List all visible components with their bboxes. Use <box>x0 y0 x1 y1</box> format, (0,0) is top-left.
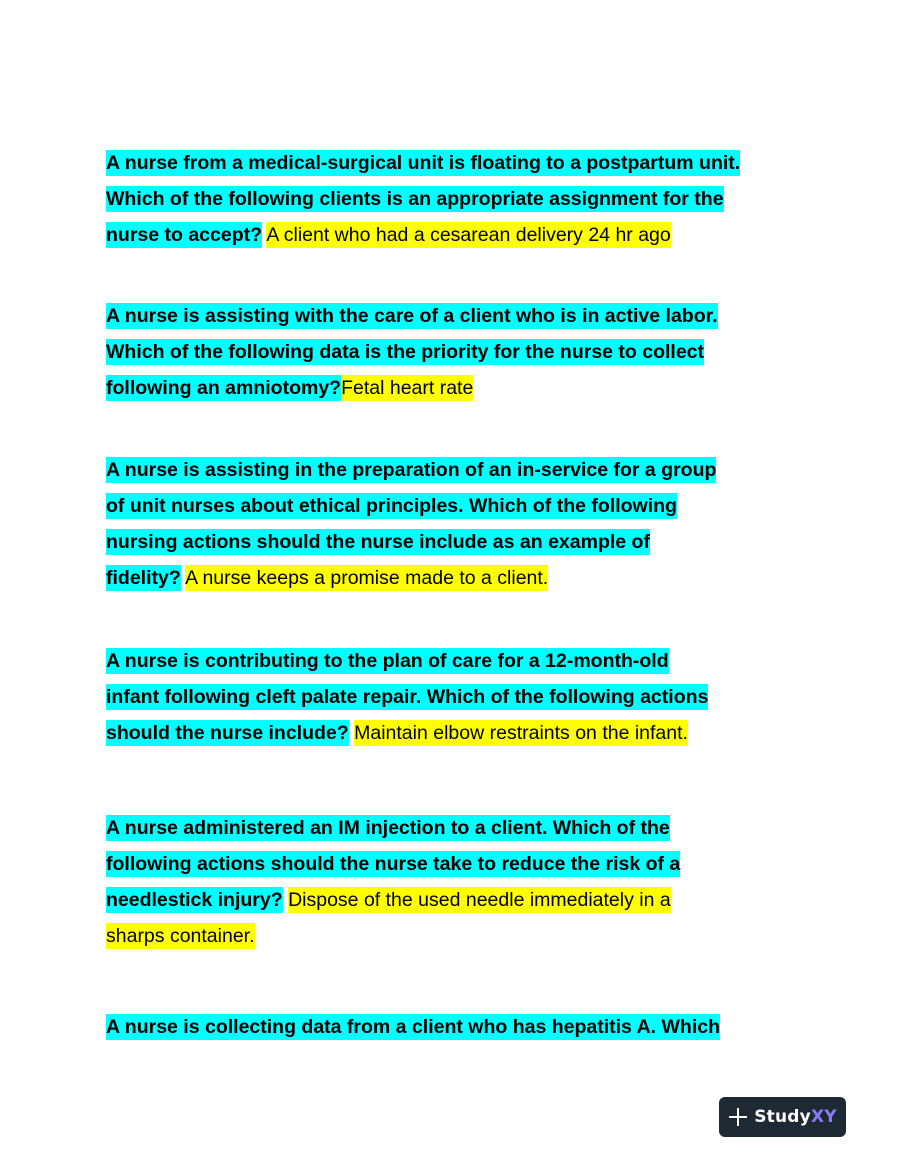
qa-line <box>106 217 796 253</box>
question-text: A nurse from a medical-surgical unit is floating to a postpartum unit. <box>106 152 741 174</box>
question-text: should the nurse include? <box>106 722 349 744</box>
question-text: nurse to accept? <box>106 224 263 246</box>
qa-line <box>106 334 796 370</box>
question-text: A nurse is assisting with the care of a client who is in active labor. <box>106 305 718 327</box>
answer-text: Fetal heart rate <box>341 377 474 399</box>
question-text: of unit nurses about ethical principles. Which of the following <box>106 495 677 517</box>
question-text: A nurse is contributing to the plan of care for a 12-month-old <box>106 650 669 672</box>
qa-item <box>106 145 796 253</box>
brand-name-accent: XY <box>810 1107 837 1127</box>
question-text: following an amniotomy? <box>106 377 342 399</box>
brand-name-main: Study <box>754 1107 811 1127</box>
question-text: A nurse administered an IM injection to a client. Which of the <box>106 817 670 839</box>
question-text: infant following cleft palate repair. Which of the following actions <box>106 686 709 708</box>
qa-item <box>106 298 796 406</box>
answer-text: Dispose of the used needle immediately in a <box>288 889 671 911</box>
qa-line <box>106 846 796 882</box>
qa-line <box>106 810 796 846</box>
question-text: fidelity? <box>106 567 181 589</box>
qa-line <box>106 488 796 524</box>
qa-line <box>106 715 796 751</box>
qa-line <box>106 524 796 560</box>
answer-text: Maintain elbow restraints on the infant. <box>354 722 688 744</box>
brand-name <box>754 1107 837 1127</box>
question-text: needlestick injury? <box>106 889 283 911</box>
question-text: Which of the following clients is an appropriate assignment for the <box>106 188 724 210</box>
qa-item <box>106 1009 796 1045</box>
question-text: A nurse is collecting data from a client who has hepatitis A. Which <box>106 1016 720 1038</box>
question-text: nursing actions should the nurse include as an example of <box>106 531 650 553</box>
qa-line <box>106 918 796 954</box>
qa-line <box>106 452 796 488</box>
qa-item <box>106 643 796 751</box>
question-text: Which of the following data is the priority for the nurse to collect <box>106 341 705 363</box>
qa-line <box>106 1009 796 1045</box>
qa-line <box>106 560 796 596</box>
qa-line <box>106 370 796 406</box>
qa-line <box>106 298 796 334</box>
answer-text: A client who had a cesarean delivery 24 hr ago <box>266 224 671 246</box>
studyxy-brand-badge[interactable] <box>719 1097 846 1137</box>
answer-text: sharps container. <box>106 925 255 947</box>
qa-item <box>106 452 796 596</box>
qa-line <box>106 679 796 715</box>
plus-icon <box>728 1107 748 1127</box>
qa-item <box>106 810 796 954</box>
qa-line <box>106 181 796 217</box>
qa-line <box>106 145 796 181</box>
question-text: following actions should the nurse take to reduce the risk of a <box>106 853 681 875</box>
qa-line <box>106 882 796 918</box>
qa-line <box>106 643 796 679</box>
answer-text: A nurse keeps a promise made to a client. <box>185 567 549 589</box>
question-text: A nurse is assisting in the preparation of an in-service for a group <box>106 459 717 481</box>
